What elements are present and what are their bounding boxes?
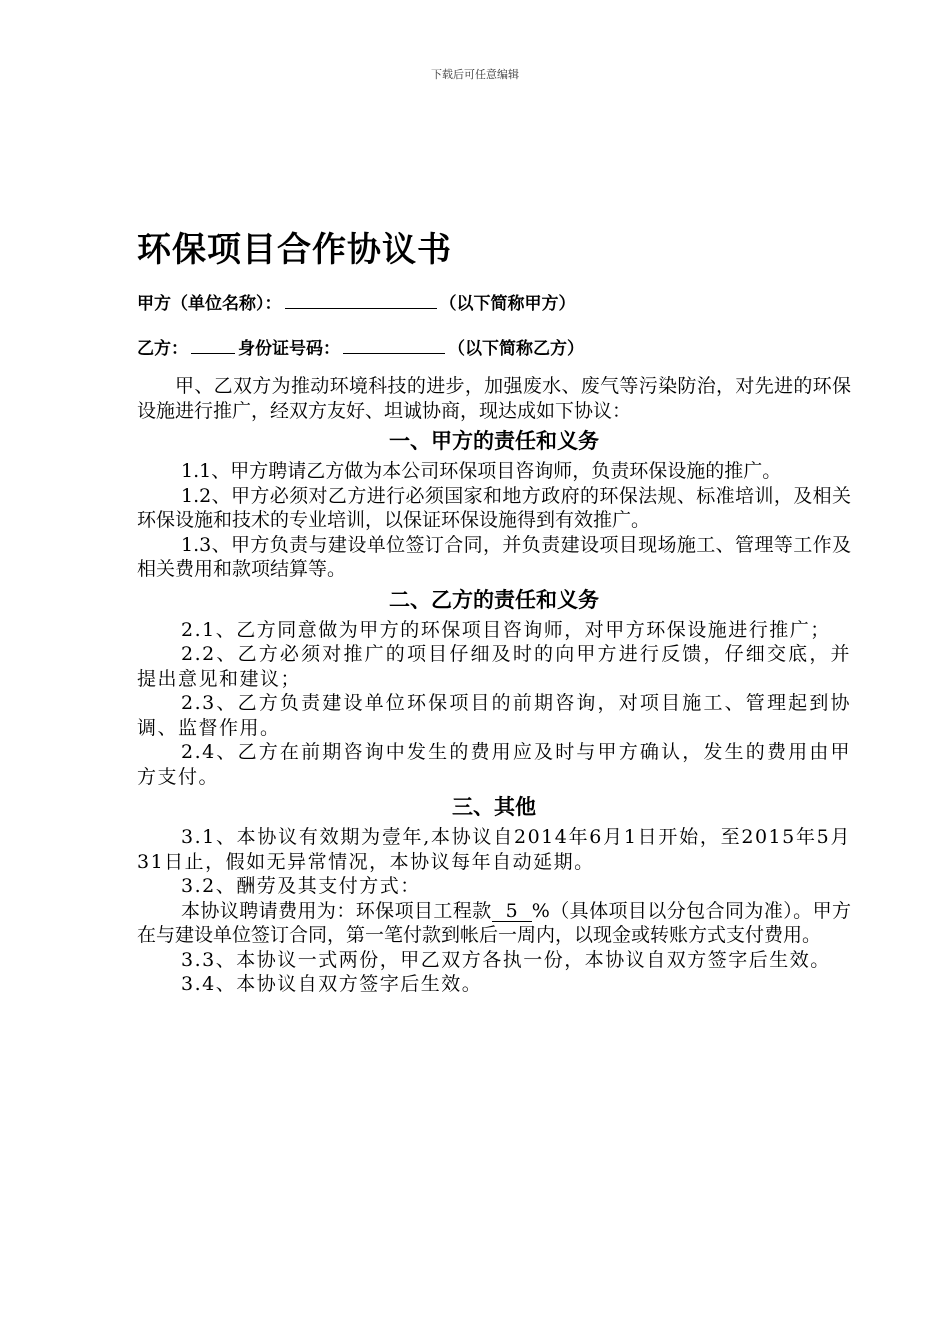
party-b-line [137,334,584,359]
party-a-name-blank [285,292,437,309]
agreement-body [137,374,851,997]
party-b-name-blank [191,337,235,354]
clause-2-1: 2.1、乙方同意做为甲方的环保项目咨询师，对甲方环保设施进行推广； [181,618,831,641]
clause-2-2: 2.2、乙方必须对推广的项目仔细及时的向甲方进行反馈，仔细交底，并提出意见和建议； [137,643,851,690]
clause-1-1: 1.1、甲方聘请乙方做为本公司环保项目咨询师，负责环保设施的推广。 [181,460,782,482]
clause-3-4: 3.4、本协议自双方签字后生效。 [181,973,483,995]
clause-3-2: 3.2、酬劳及其支付方式： [181,875,421,897]
header-note: 下载后可任意编辑 [431,68,519,81]
clause-1-2: 1.2、甲方必须对乙方进行必须国家和地方政府的环保法规、标准培训，及相关环保设施和技术的专业培训，以保证环保设施得到有效推广。 [137,484,851,531]
clause-3-3: 3.3、本协议一式两份，甲乙双方各执一份，本协议自双方签字后生效。 [181,948,831,971]
party-a-line [137,289,576,314]
fee-prefix: 本协议聘请费用为：环保项目工程款 [181,899,492,922]
party-b-suffix: （以下简称乙方） [448,339,584,359]
clause-2-3: 2.3、乙方负责建设单位环保项目的前期咨询，对项目施工、管理起到协调、监督作用。 [137,692,851,739]
document-title: 环保项目合作协议书 [137,230,452,270]
party-b-id-blank [343,337,445,354]
fee-suffix: %（具体项目以分包合同为准）。甲方在与建设单位签订合同，第一笔付款到帐后一周内，以现金或转账方式支付费用。 [137,899,851,946]
intro-paragraph: 甲、乙双方为推动环境科技的进步，加强废水、废气等污染防治，对先进的环保设施进行推广，经双方友好、坦诚协商，现达成如下协议： [137,375,851,422]
fee-paragraph [137,899,851,948]
fee-percent-value: 5 [492,901,532,922]
party-b-prefix: 乙方： [137,339,188,359]
clause-1-3: 1.3、甲方负责与建设单位签订合同，并负责建设项目现场施工、管理等工作及相关费用和款项结算等。 [137,533,851,580]
section-2-heading: 二、乙方的责任和义务 [389,587,599,612]
clause-2-4: 2.4、乙方在前期咨询中发生的费用应及时与甲方确认，发生的费用由甲方支付。 [137,741,851,788]
party-b-id-label: 身份证号码： [238,339,340,359]
party-a-suffix: （以下简称甲方） [439,294,576,314]
party-a-prefix: 甲方（单位名称）： [137,294,282,314]
section-3-heading: 三、其他 [452,795,536,819]
section-1-heading: 一、甲方的责任和义务 [389,429,599,453]
clause-3-1: 3.1、本协议有效期为壹年,本协议自2014年6月1日开始，至2015年5月31日止，假如无异常情况，本协议每年自动延期。 [137,826,851,873]
